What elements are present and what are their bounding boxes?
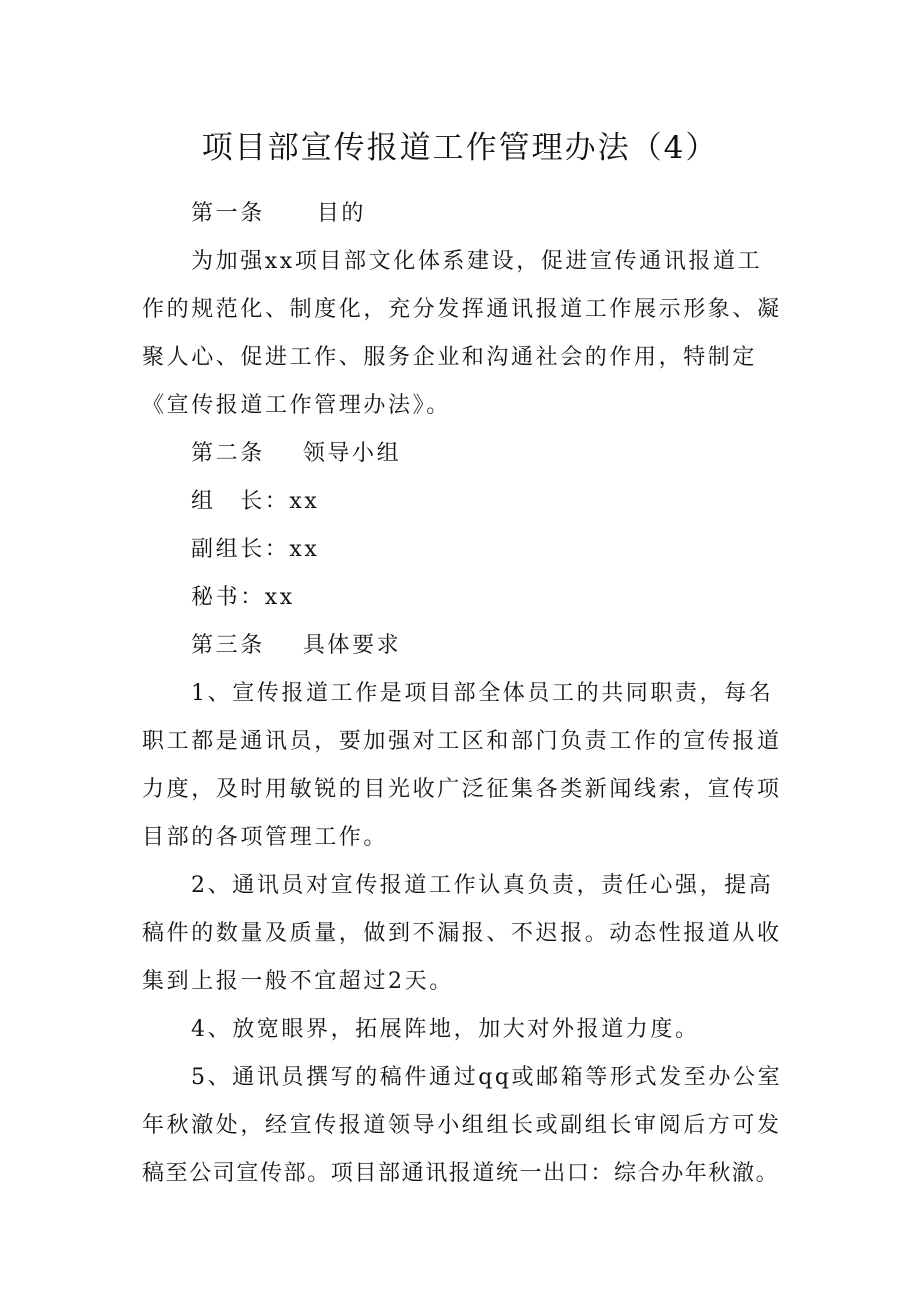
paragraph-line: 副组长：xx [191, 537, 320, 562]
article-heading-3 [142, 622, 784, 670]
paragraph-line: 1、宣传报道工作是项目部全体员工的共同职责，每名 [191, 681, 774, 706]
paragraph-line: 力度，及时用敏锐的目光收广泛征集各类新闻线索，宣传项 [142, 777, 782, 802]
article-number: 第一条 [191, 201, 265, 226]
paragraph-line: 作的规范化、制度化，充分发挥通讯报道工作展示形象、凝 [142, 297, 782, 322]
paragraph-line: 稿至公司宣传部。项目部通讯报道统一出口：综合办年秋澈。 [142, 1161, 780, 1186]
paragraph-line: 集到上报一般不宜超过2天。 [142, 969, 454, 994]
paragraph-line: 4、放宽眼界，拓展阵地，加大对外报道力度。 [191, 1017, 700, 1042]
paragraph-line: 《宣传报道工作管理办法》。 [142, 393, 451, 418]
paragraph-line: 组 长：xx [191, 489, 320, 514]
paragraph-line: 秘书：xx [191, 585, 295, 610]
article-topic: 领导小组 [302, 441, 402, 466]
article-number: 第二条 [191, 441, 265, 466]
paragraph-line: 目部的各项管理工作。 [142, 825, 389, 850]
paragraph-line: 职工都是通讯员，要加强对工区和部门负责工作的宣传报道 [142, 729, 782, 754]
paragraph-line: 2、通讯员对宣传报道工作认真负责，责任心强，提高 [191, 873, 774, 898]
paragraph-line: 年秋澈处，经宣传报道领导小组组长或副组长审阅后方可发 [142, 1113, 782, 1138]
document-body [142, 190, 784, 1198]
paragraph-line: 5、通讯员撰写的稿件通过qq或邮箱等形式发至办公室 [191, 1065, 783, 1090]
article-heading-2 [142, 430, 784, 478]
article-topic: 具体要求 [302, 633, 402, 658]
article-topic: 目的 [316, 201, 367, 226]
article-heading-1 [142, 190, 784, 238]
paragraph-line: 为加强xx项目部文化体系建设，促进宣传通讯报道工 [191, 249, 763, 274]
paragraph-line: 稿件的数量及质量，做到不漏报、不迟报。动态性报道从收 [142, 921, 782, 946]
document-title: 项目部宣传报道工作管理办法（4） [201, 130, 719, 166]
paragraph-line: 聚人心、促进工作、服务企业和沟通社会的作用，特制定 [142, 345, 758, 370]
article-number: 第三条 [191, 633, 265, 658]
